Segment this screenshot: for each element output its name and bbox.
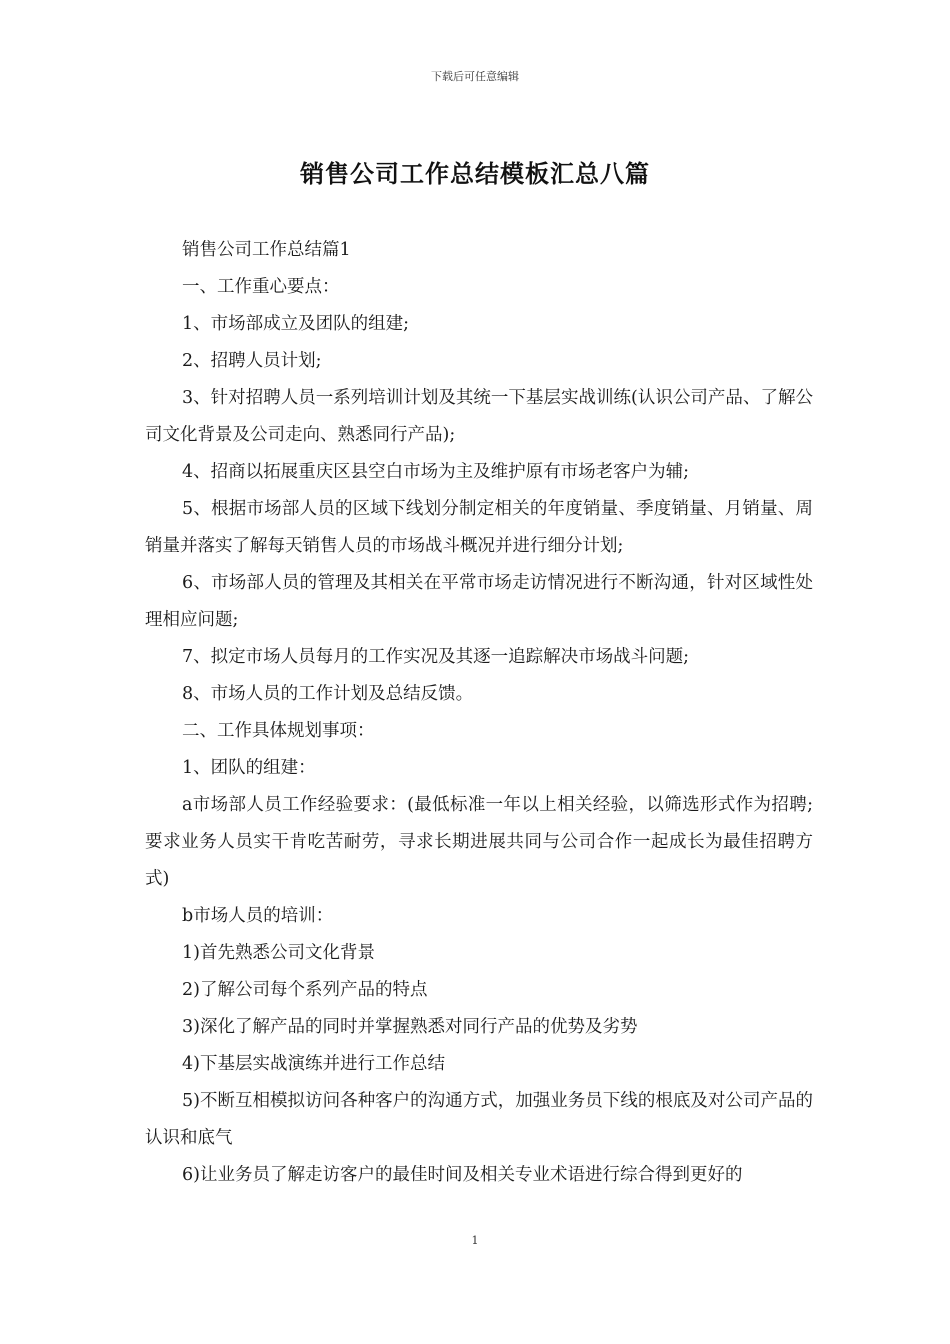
paragraph: 2、招聘人员计划;	[182, 351, 322, 371]
paragraph: 8、市场人员的工作计划及总结反馈。	[182, 684, 474, 704]
paragraph: 3)深化了解产品的同时并掌握熟悉对同行产品的优势及劣势	[182, 1017, 638, 1037]
paragraph: a市场部人员工作经验要求：(最低标准一年以上相关经验，以筛选形式作为招聘;要求业务人员实干肯吃苦耐劳，寻求长期进展共同与公司合作一起成长为最佳招聘方式)	[145, 795, 813, 889]
paragraph: b市场人员的培训：	[182, 906, 334, 926]
paragraph: 销售公司工作总结篇1	[182, 240, 351, 260]
paragraph: 7、拟定市场人员每月的工作实况及其逐一追踪解决市场战斗问题;	[182, 647, 690, 667]
header-note: 下载后可任意编辑	[431, 70, 519, 83]
paragraph: 1、团队的组建：	[182, 758, 316, 778]
paragraph: 4)下基层实战演练并进行工作总结	[182, 1054, 445, 1074]
paragraph: 6、市场部人员的管理及其相关在平常市场走访情况进行不断沟通，针对区域性处理相应问题;	[145, 573, 813, 630]
paragraph: 5、根据市场部人员的区域下线划分制定相关的年度销量、季度销量、月销量、周销量并落实了解每天销售人员的市场战斗概况并进行细分计划;	[145, 499, 813, 556]
paragraph: 一、工作重心要点：	[182, 277, 340, 297]
paragraph: 2)了解公司每个系列产品的特点	[182, 980, 428, 1000]
page-number: 1	[471, 1234, 479, 1247]
paragraph: 6)让业务员了解走访客户的最佳时间及相关专业术语进行综合得到更好的	[182, 1165, 743, 1185]
paragraph: 5)不断互相模拟访问各种客户的沟通方式，加强业务员下线的根底及对公司产品的认识和底气	[145, 1091, 813, 1148]
paragraph: 3、针对招聘人员一系列培训计划及其统一下基层实战训练(认识公司产品、了解公司文化背景及公司走向、熟悉同行产品);	[145, 388, 813, 445]
paragraph: 1、市场部成立及团队的组建;	[182, 314, 410, 334]
paragraph: 1)首先熟悉公司文化背景	[182, 943, 375, 963]
paragraph: 二、工作具体规划事项：	[182, 721, 375, 741]
paragraph: 4、招商以拓展重庆区县空白市场为主及维护原有市场老客户为辅;	[182, 462, 690, 482]
document-body	[145, 232, 813, 1194]
document-title: 销售公司工作总结模板汇总八篇	[300, 160, 650, 188]
